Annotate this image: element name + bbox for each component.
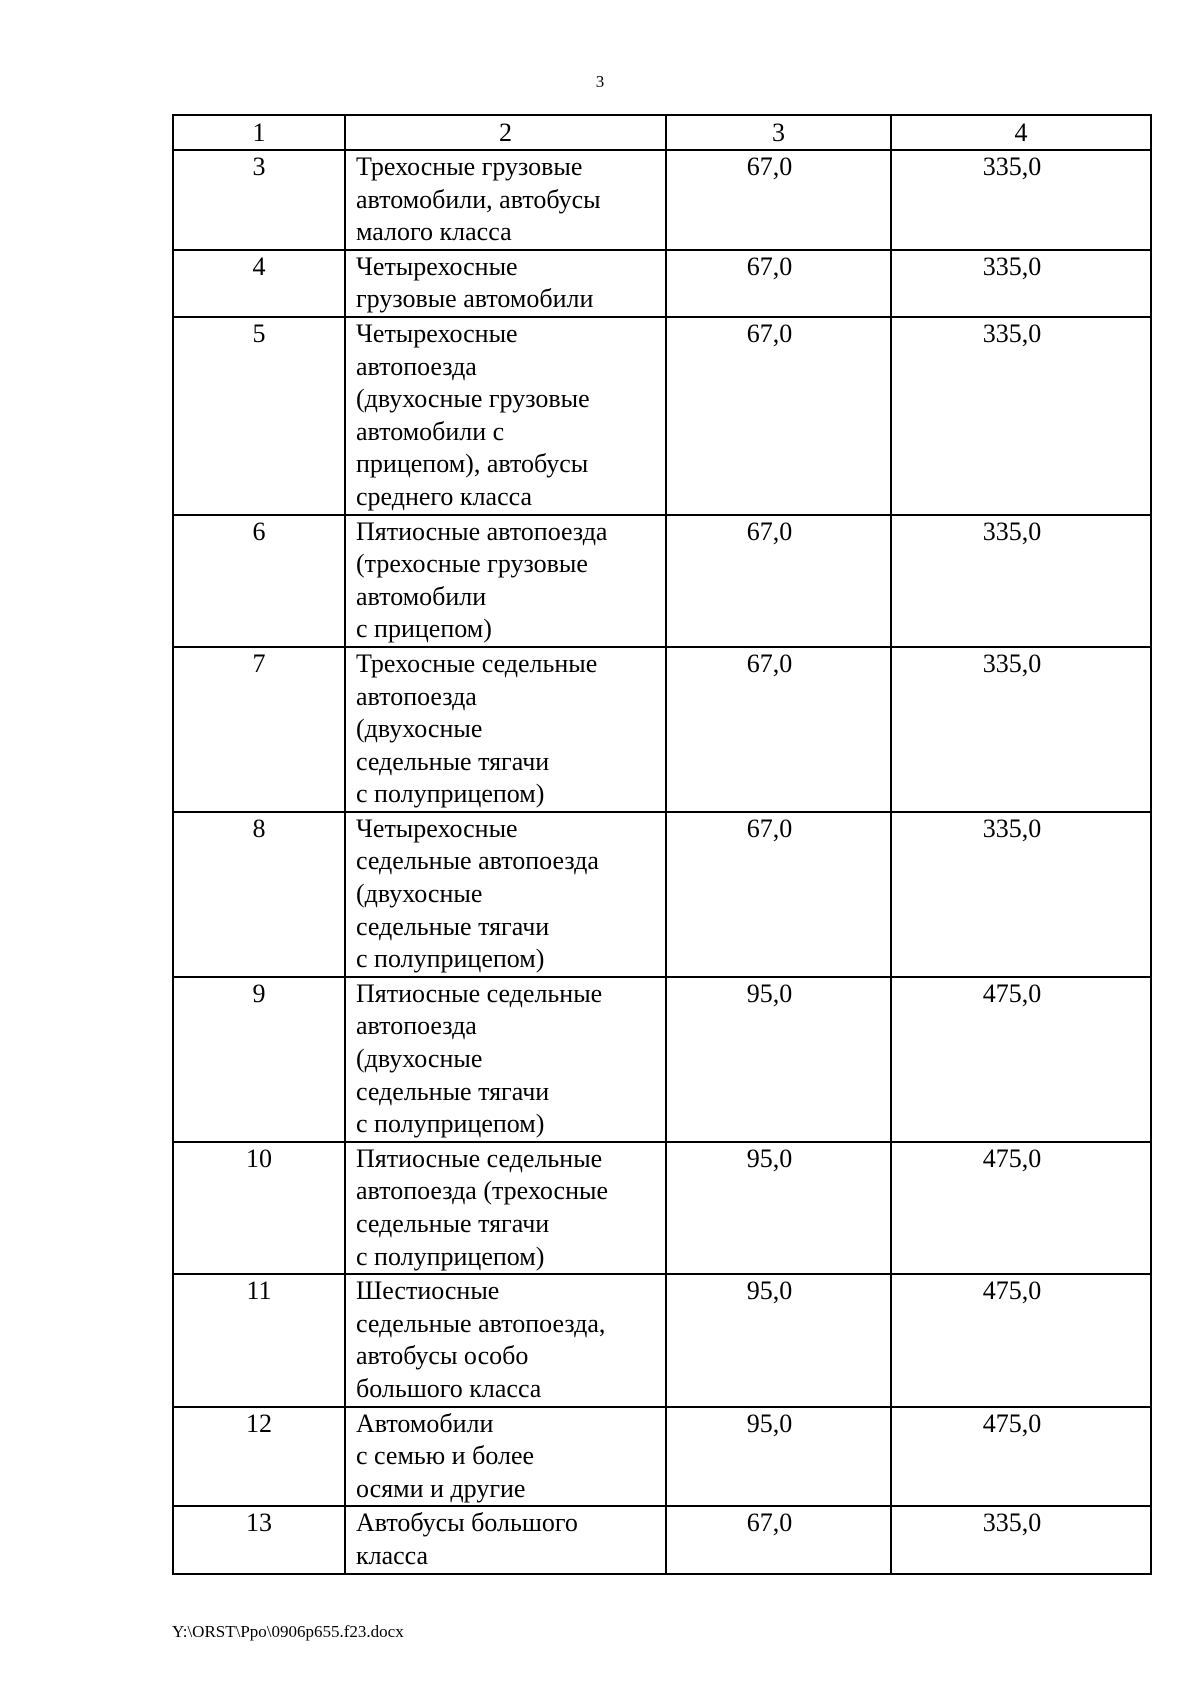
row-number-cell: 10 [173,1142,345,1274]
table-row [173,515,1151,647]
table-row [173,1506,1151,1573]
table-row [173,1274,1151,1406]
page-number: 3 [595,72,605,91]
table-row [173,1142,1151,1274]
row-description-cell: Пятиосные седельные автопоезда (двухосные седельные тягачи с полуприцепом) [345,977,666,1142]
row-value-col3-cell: 95,0 [666,977,891,1142]
table-row [173,317,1151,515]
row-number-cell: 4 [173,250,345,317]
row-description-cell: Пятиосные автопоезда (трехосные грузовые автомобили с прицепом) [345,515,666,647]
row-value-col4-cell: 335,0 [891,250,1151,317]
row-value-col3-cell: 67,0 [666,250,891,317]
table-row [173,977,1151,1142]
row-value-col3-cell: 95,0 [666,1274,891,1406]
row-number-cell: 5 [173,317,345,515]
row-value-col4-cell: 475,0 [891,1407,1151,1507]
row-description-cell: Четырехосные седельные автопоезда (двухосные седельные тягачи с полуприцепом) [345,812,666,977]
row-number-cell: 11 [173,1274,345,1406]
vehicle-rate-table [172,114,1152,1575]
row-description-cell: Трехосные седельные автопоезда (двухосные седельные тягачи с полуприцепом) [345,647,666,812]
footer-file-path: Y:\ORST\Ppo\0906p655.f23.docx [172,1622,404,1641]
row-description-cell: Шестиосные седельные автопоезда, автобусы особо большого класса [345,1274,666,1406]
row-value-col3-cell: 67,0 [666,812,891,977]
table-body [173,115,1151,1574]
table-header-row [173,115,1151,150]
row-description-cell: Автобусы большого класса [345,1506,666,1573]
row-number-cell: 6 [173,515,345,647]
row-value-col4-cell: 335,0 [891,150,1151,250]
row-number-cell: 3 [173,150,345,250]
row-value-col3-cell: 67,0 [666,515,891,647]
row-number-cell: 9 [173,977,345,1142]
row-value-col4-cell: 475,0 [891,1274,1151,1406]
row-value-col4-cell: 335,0 [891,812,1151,977]
row-description-cell: Четырехосные автопоезда (двухосные грузовые автомобили с прицепом), автобусы среднего класса [345,317,666,515]
row-value-col4-cell: 335,0 [891,1506,1151,1573]
row-value-col3-cell: 67,0 [666,647,891,812]
row-value-col4-cell: 475,0 [891,977,1151,1142]
row-description-cell: Пятиосные седельные автопоезда (трехосные седельные тягачи с полуприцепом) [345,1142,666,1274]
row-description-cell: Трехосные грузовые автомобили, автобусы малого класса [345,150,666,250]
table-row [173,150,1151,250]
table-row [173,812,1151,977]
row-value-col3-cell: 95,0 [666,1142,891,1274]
row-description-cell: Автомобили с семью и более осями и другие [345,1407,666,1507]
row-value-col3-cell: 67,0 [666,150,891,250]
row-value-col3-cell: 67,0 [666,317,891,515]
row-value-col3-cell: 95,0 [666,1407,891,1507]
header-cell-1: 1 [173,115,345,150]
row-value-col3-cell: 67,0 [666,1506,891,1573]
row-value-col4-cell: 475,0 [891,1142,1151,1274]
row-value-col4-cell: 335,0 [891,647,1151,812]
row-number-cell: 12 [173,1407,345,1507]
header-cell-2: 2 [345,115,666,150]
row-value-col4-cell: 335,0 [891,317,1151,515]
table-row [173,250,1151,317]
table-row [173,1407,1151,1507]
table-row [173,647,1151,812]
row-number-cell: 13 [173,1506,345,1573]
header-cell-3: 3 [666,115,891,150]
row-number-cell: 7 [173,647,345,812]
header-cell-4: 4 [891,115,1151,150]
row-number-cell: 8 [173,812,345,977]
row-description-cell: Четырехосные грузовые автомобили [345,250,666,317]
row-value-col4-cell: 335,0 [891,515,1151,647]
